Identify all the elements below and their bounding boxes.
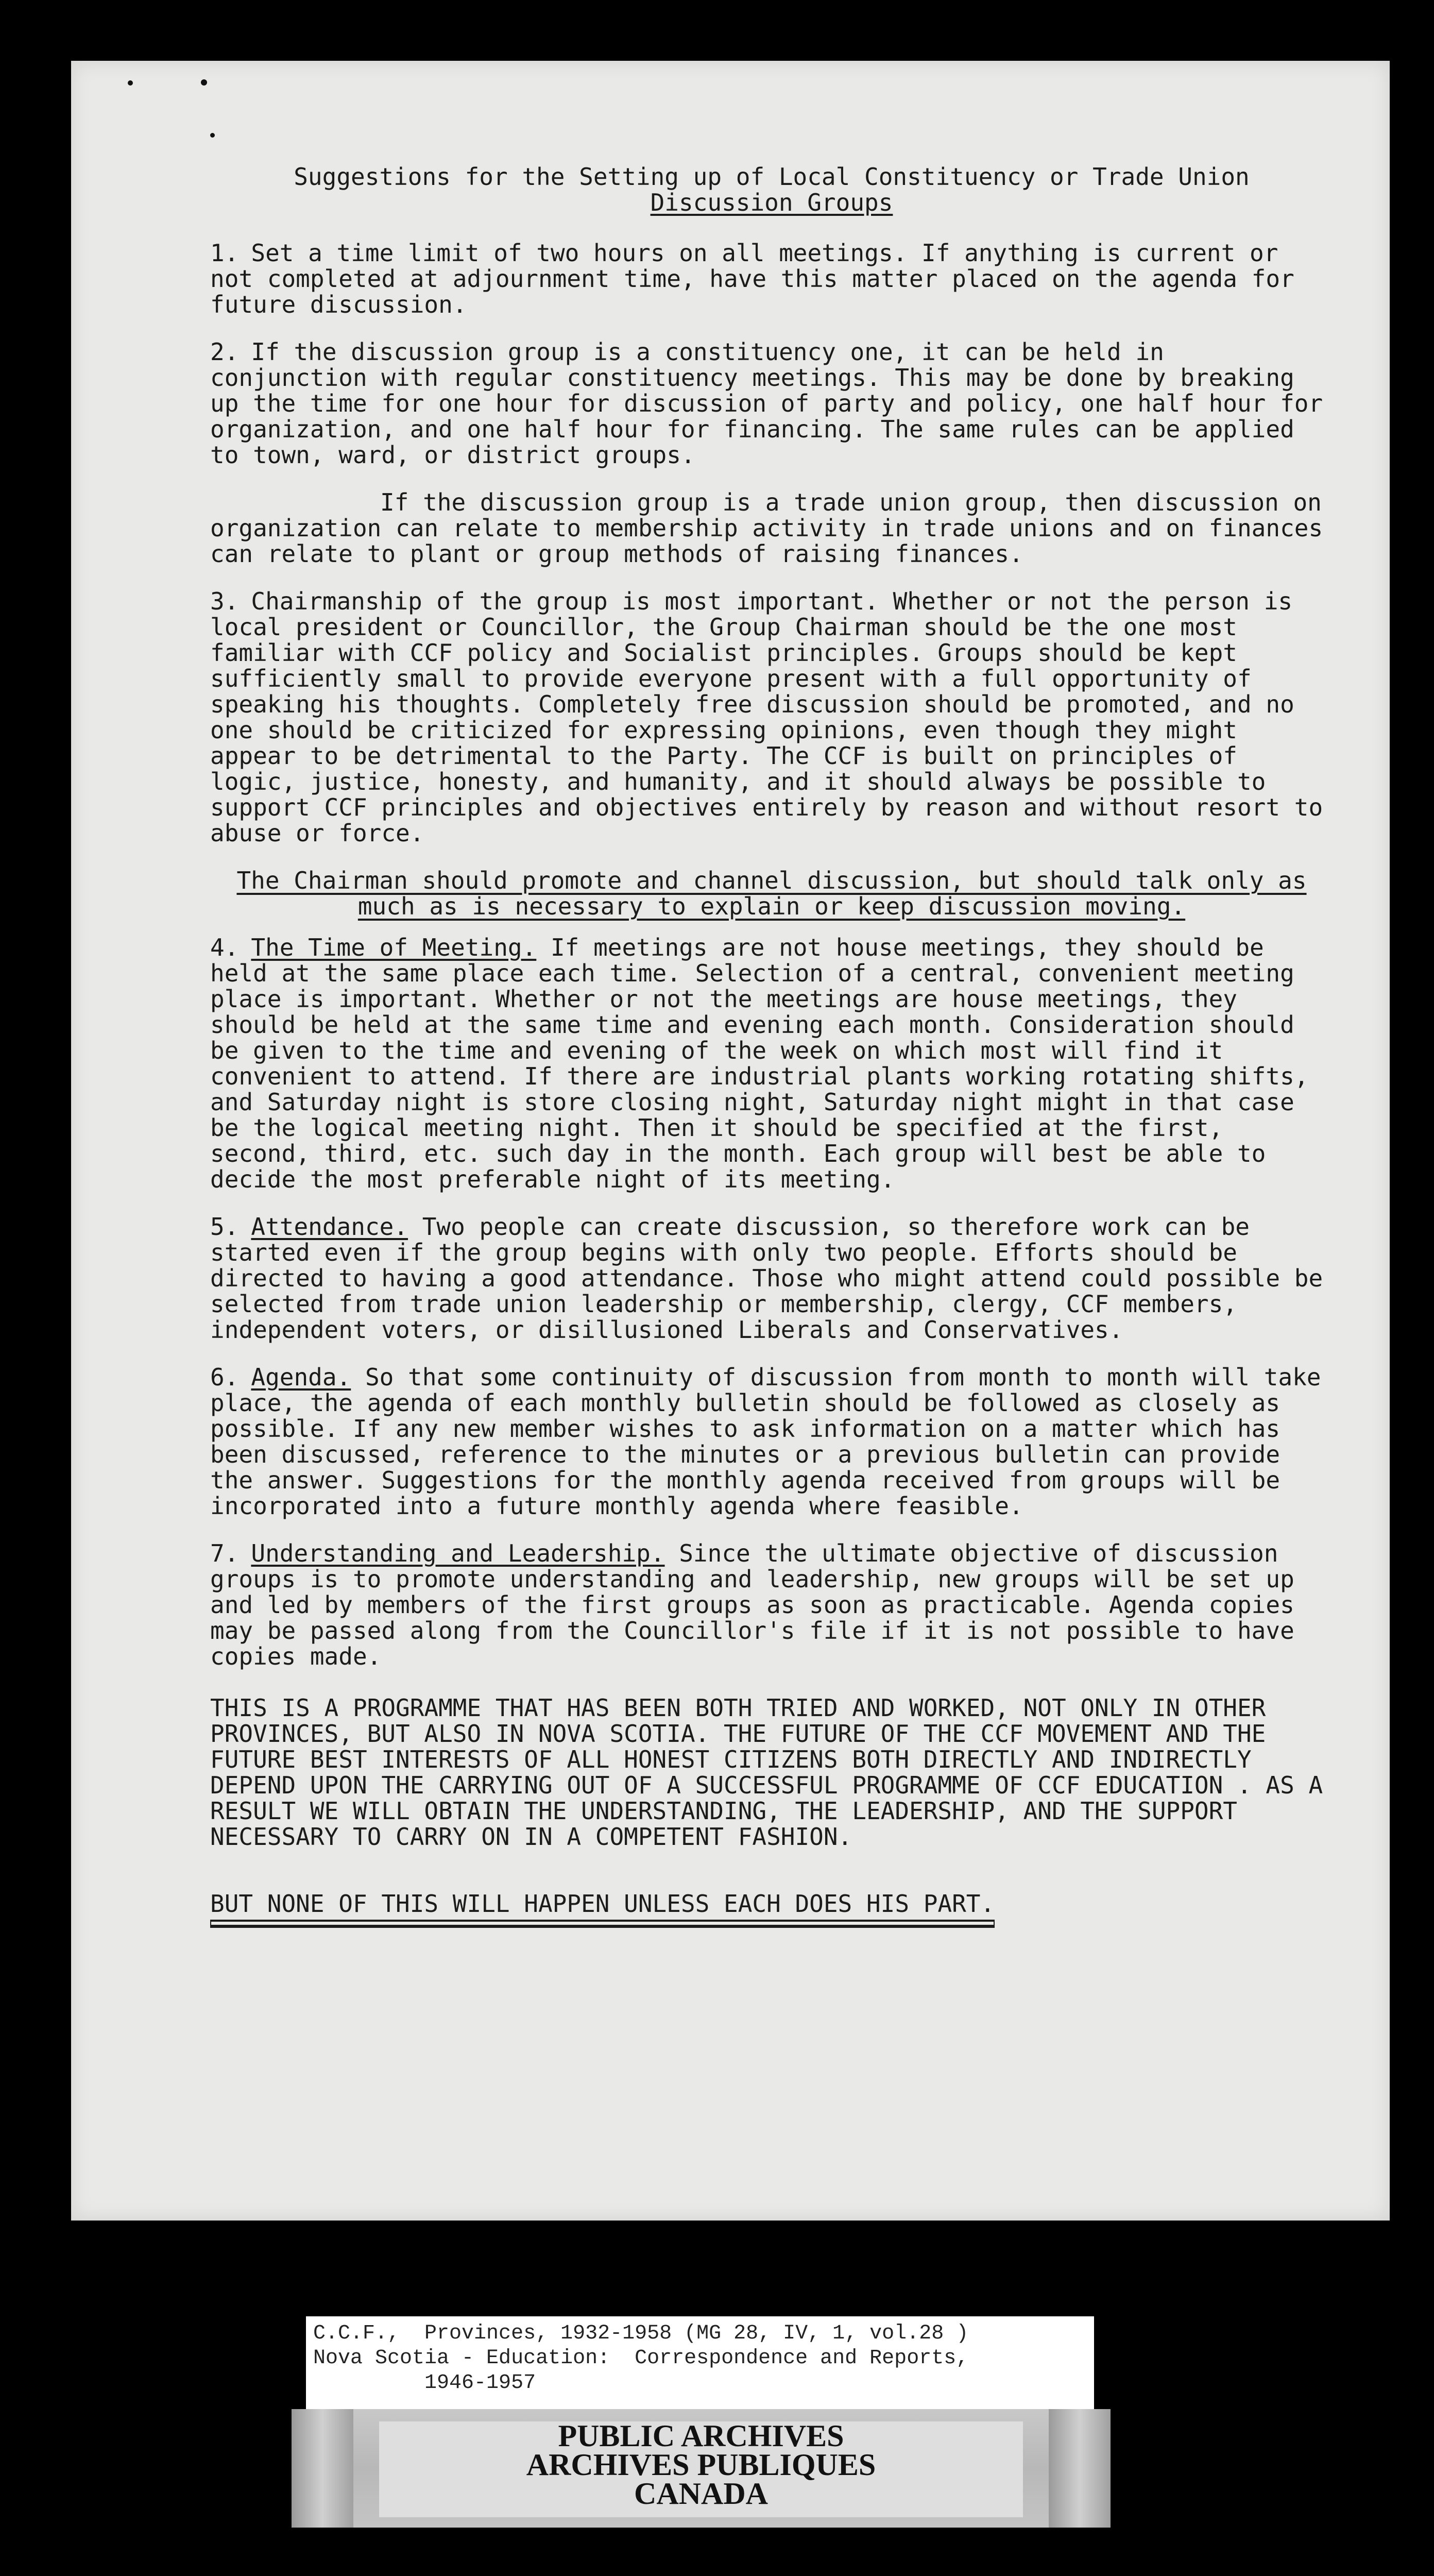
margin-speck xyxy=(210,133,215,138)
document-title xyxy=(210,164,1333,215)
paragraph-text: If meetings are not house meetings, they should be held at the same place each time. Selection of a central, convenient meeting place is important. Whether or not the meetings are house meetings, they should be held at the same time and evening each month. Consideration should be given to the time and evening of the week on which most will find it convenient to attend. If there are industrial plants working rotating shifts, and Saturday night is store closing night, Saturday night might in that case be the logical meeting night. Then it should be specified at the first, second, third, etc. such day in the month. Each group will best be able to decide the most preferable night of its meeting. xyxy=(210,934,1309,1193)
archive-reference-text xyxy=(313,2321,1086,2396)
margin-speck xyxy=(128,80,133,86)
paragraph-number: 6. xyxy=(210,1363,239,1391)
paragraph-3 xyxy=(210,588,1333,846)
paragraph-4 xyxy=(210,935,1333,1192)
paragraph-number: 7. xyxy=(210,1539,239,1567)
programme-statement: THIS IS A PROGRAMME THAT HAS BEEN BOTH TRIED AND WORKED, NOT ONLY IN OTHER PROVINCES, BUT ALSO IN NOVA SCOTIA. THE FUTURE OF THE CCF MOVEMENT AND THE FUTURE BEST INTERESTS OF ALL HONEST CITIZENS BOTH DIRECTLY AND INDIRECTLY DEPEND UPON THE CARRYING OUT OF A SUCCESSFUL PROGRAMME OF CCF EDUCATION . AS A RESULT WE WILL OBTAIN THE UNDERSTANDING, THE LEADERSHIP, AND THE SUPPORT NECESSARY TO CARRY ON IN A COMPETENT FASHION. xyxy=(210,1694,1323,1851)
archive-stamp xyxy=(292,2409,1111,2528)
paragraph-number: 2. xyxy=(210,338,239,366)
paragraph-number: 4. xyxy=(210,934,239,961)
paragraph-heading: The Time of Meeting. xyxy=(251,934,537,961)
archive-stamp-line-2: ARCHIVES PUBLIQUES xyxy=(526,2448,876,2482)
paragraph-text: Set a time limit of two hours on all meetings. If anything is current or not completed at adjournment time, have this matter placed on the agenda for future discussion. xyxy=(210,239,1294,318)
archive-reference-line-2: Nova Scotia - Education: Correspondence and Reports, xyxy=(313,2347,969,2370)
archive-stamp-line-3: CANADA xyxy=(634,2477,768,2511)
document-body xyxy=(210,164,1333,1922)
closing-statement: BUT NONE OF THIS WILL HAPPEN UNLESS EACH DOES HIS PART. xyxy=(210,1891,995,1922)
paragraph-number: 5. xyxy=(210,1213,239,1241)
margin-speck xyxy=(201,79,207,86)
paragraph-6 xyxy=(210,1364,1333,1519)
paragraph-text: Two people can create discussion, so therefore work can be started even if the group begins with only two people. Efforts should be directed to having a good attendance. Those who might attend could possible be selected from trade union leadership or membership, clergy, CCF members, independent voters, or disillusioned Liberals and Conservatives. xyxy=(210,1213,1323,1344)
paragraph-text: If the discussion group is a constituency one, it can be held in conjunction with regular constituency meetings. This may be done by breaking up the time for one hour for discussion of party and policy, one half hour for organization, and one half hour for financing. The same rules can be applied to town, ward, or district groups. xyxy=(210,338,1323,469)
chairman-emphasis: The Chairman should promote and channel discussion, but should talk only as much as is necessary to explain or keep discussion moving. xyxy=(236,867,1307,920)
paragraph-7 xyxy=(210,1540,1333,1669)
archive-reference-line-1: C.C.F., Provinces, 1932-1958 (MG 28, IV, 1, vol.28 ) xyxy=(313,2322,969,2345)
paragraph-number: 1. xyxy=(210,239,239,267)
paragraph-heading: Agenda. xyxy=(251,1363,351,1391)
title-line-2: Discussion Groups xyxy=(650,189,893,216)
document-page xyxy=(71,61,1390,2221)
paragraph-heading: Understanding and Leadership. xyxy=(251,1539,665,1567)
paragraph-1 xyxy=(210,240,1333,317)
archive-stamp-line-1: PUBLIC ARCHIVES xyxy=(558,2419,844,2453)
paragraph-5 xyxy=(210,1214,1333,1343)
archive-stamp-text xyxy=(379,2421,1023,2517)
paragraph-number: 3. xyxy=(210,587,239,615)
title-line-1: Suggestions for the Setting up of Local Constituency or Trade Union xyxy=(294,163,1250,191)
paragraph-2 xyxy=(210,339,1333,468)
paragraph-text: Chairmanship of the group is most important. Whether or not the person is local president or Councillor, the Group Chairman should be the one most familiar with CCF policy and Socialist principles. Groups should be kept sufficiently small to provide everyone present with a full opportunity of speaking his thoughts. Completely free discussion should be promoted, and no one should be criticized for expressing opinions, even though they might appear to be detrimental to the Party. The CCF is built on principles of logic, justice, honesty, and humanity, and it should always be possible to support CCF principles and objectives entirely by reason and without resort to abuse or force. xyxy=(210,587,1323,847)
paragraph-text: Since the ultimate objective of discussion groups is to promote understanding and leadership, new groups will be set up and led by members of the first groups as soon as practicable. Agenda copies may be passed along from the Councillor's file if it is not possible to have copies made. xyxy=(210,1539,1294,1670)
archive-reference-line-3: 1946-1957 xyxy=(313,2371,536,2395)
paragraph-text: So that some continuity of discussion from month to month will take place, the agenda of each monthly bulletin should be followed as closely as possible. If any new member wishes to ask information on a matter which has been discussed, reference to the minutes or a previous bulletin can provide the answer. Suggestions for the monthly agenda received from groups will be incorporated into a future monthly agenda where feasible. xyxy=(210,1363,1321,1520)
paragraph-2b: If the discussion group is a trade union group, then discussion on organization can relate to membership activity in trade unions and on finances can relate to plant or group methods of raising finances. xyxy=(210,488,1323,568)
paragraph-heading: Attendance. xyxy=(251,1213,408,1241)
